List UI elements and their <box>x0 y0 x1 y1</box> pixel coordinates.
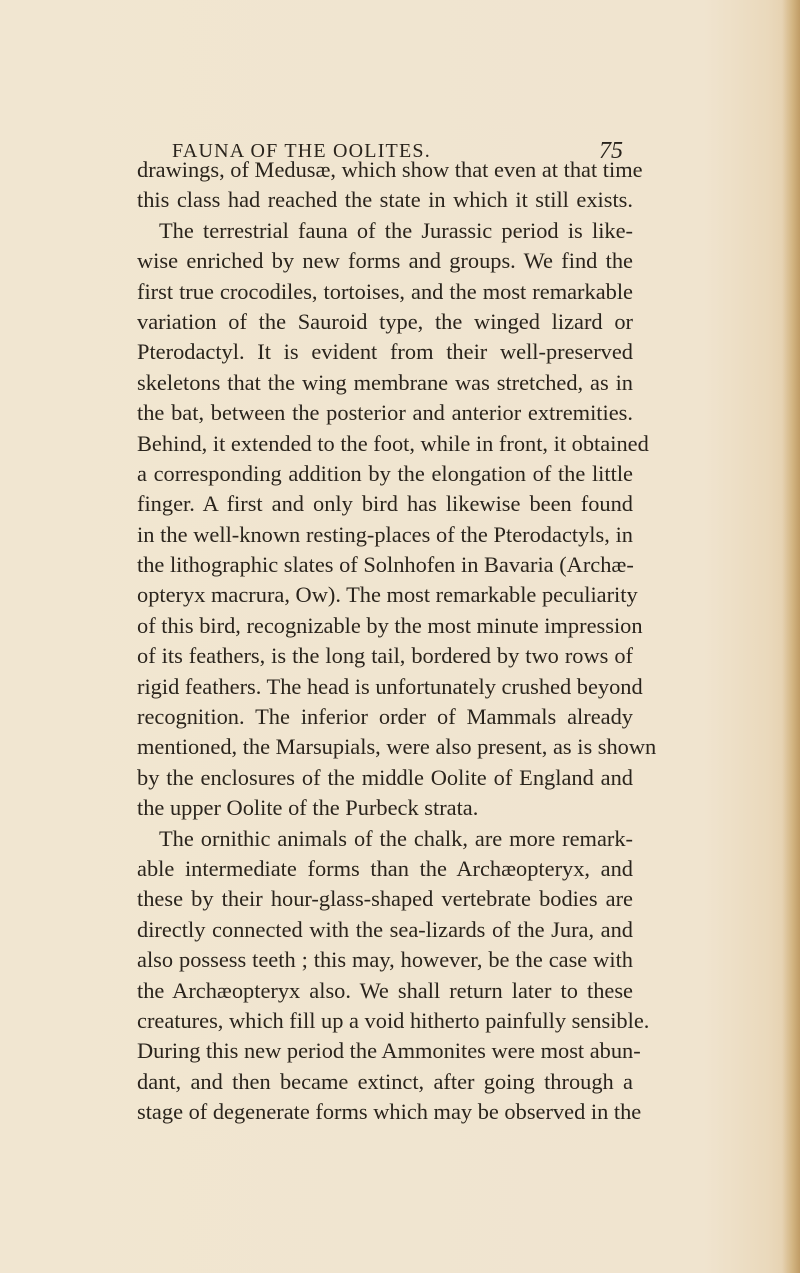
text-line: Pterodactyl. It is evident from their well-preserved <box>137 339 633 365</box>
text-line: of its feathers, is the long tail, bordered by two rows of <box>137 643 633 669</box>
page-edge-shadow <box>782 0 800 1273</box>
text-line: in the well-known resting-places of the Pterodactyls, in <box>137 521 633 547</box>
text-line: skeletons that the wing membrane was stretched, as in <box>137 369 633 395</box>
text-line: the Archæopteryx also. We shall return later to these <box>137 977 633 1003</box>
text-line: first true crocodiles, tortoises, and the most remarkable <box>137 278 633 304</box>
text-line: these by their hour-glass-shaped vertebrate bodies are <box>137 886 633 912</box>
text-line: directly connected with the sea-lizards of the Jura, and <box>137 916 633 942</box>
text-line: Behind, it extended to the foot, while in front, it obtained <box>137 430 649 456</box>
text-line: a corresponding addition by the elongation of the little <box>137 460 633 486</box>
text-line: wise enriched by new forms and groups. We find the <box>137 248 633 274</box>
text-line: by the enclosures of the middle Oolite of England and <box>137 764 633 790</box>
text-line: variation of the Sauroid type, the winged lizard or <box>137 308 633 334</box>
text-line: recognition. The inferior order of Mammals already <box>137 704 633 730</box>
text-line: The ornithic animals of the chalk, are more remark- <box>159 825 633 851</box>
running-head-title: FAUNA OF THE OOLITES. <box>172 140 431 162</box>
text-line: opteryx macrura, Ow). The most remarkable peculiarity <box>137 582 638 608</box>
text-line: of this bird, recognizable by the most minute impression <box>137 612 643 638</box>
text-line: mentioned, the Marsupials, were also present, as is shown <box>137 734 657 760</box>
text-line: dant, and then became extinct, after going through a <box>137 1068 633 1094</box>
body-text <box>137 155 657 1128</box>
text-line: the lithographic slates of Solnhofen in Bavaria (Archæ- <box>137 552 634 578</box>
text-line: this class had reached the state in which it still exists. <box>137 187 633 213</box>
text-line: stage of degenerate forms which may be observed in the <box>137 1099 642 1125</box>
text-line: the upper Oolite of the Purbeck strata. <box>137 795 479 821</box>
text-line: the bat, between the posterior and anterior extremities. <box>137 400 633 426</box>
text-line: also possess teeth ; this may, however, be the case with <box>137 947 633 973</box>
text-line: drawings, of Medusæ, which show that even at that time <box>137 157 643 182</box>
text-line: finger. A first and only bird has likewise been found <box>137 491 633 517</box>
text-line: able intermediate forms than the Archæopteryx, and <box>137 855 633 881</box>
page-number: 75 <box>599 138 623 164</box>
text-line: rigid feathers. The head is unfortunately crushed beyond <box>137 673 643 699</box>
text-line: creatures, which fill up a void hitherto painfully sensible. <box>137 1007 650 1033</box>
text-line: The terrestrial fauna of the Jurassic period is like- <box>159 217 633 243</box>
text-line: During this new period the Ammonites were most abun- <box>137 1038 641 1064</box>
